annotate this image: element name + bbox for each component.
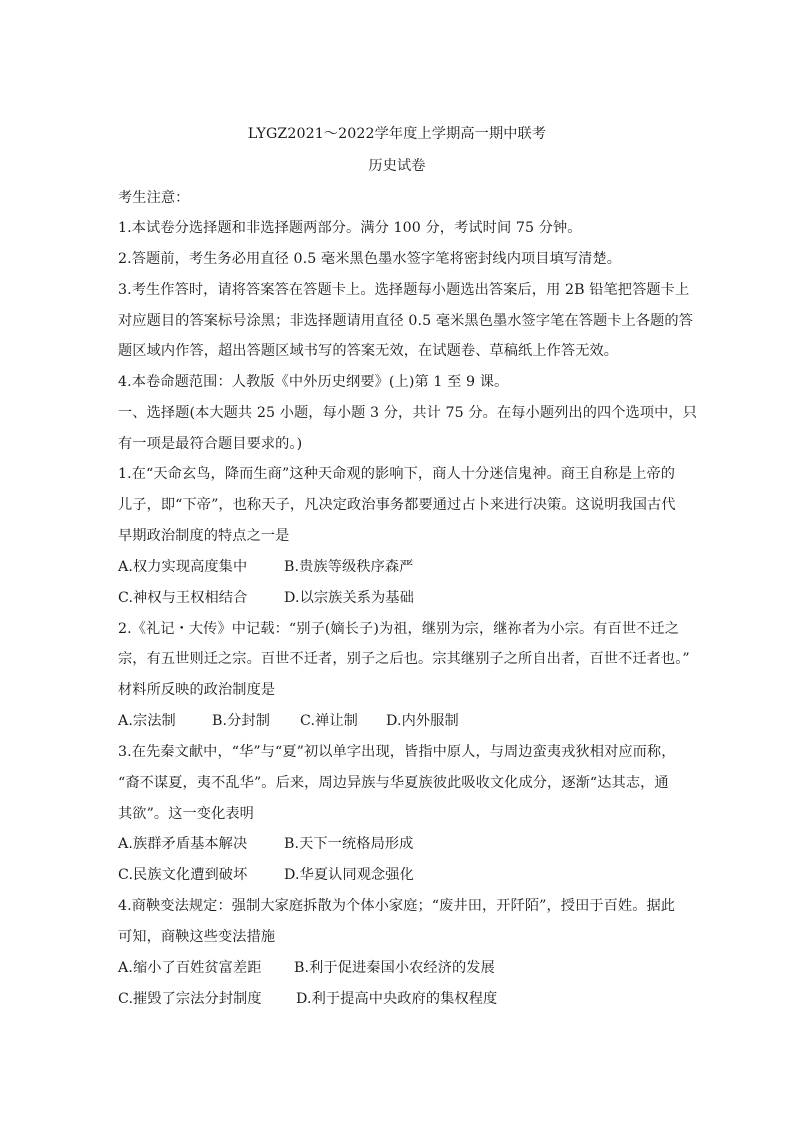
section-1-instructions-line-1: 一、选择题(本大题共 25 小题，每小题 3 分，共计 75 分。在每小题列出的四个选项中，只 — [118, 405, 697, 421]
question-1-option-c: C.神权与王权相结合 — [118, 590, 248, 606]
question-3-line-1: 3.在先秦文献中，“华”与“夏”初以单字出现，皆指中原人，与周边蛮夷戎狄相对应而称， — [118, 744, 676, 760]
question-3-options-row-1 — [118, 834, 678, 854]
notice-item-1: 1.本试卷分选择题和非选择题两部分。满分 100 分，考试时间 75 分钟。 — [118, 220, 582, 236]
question-4-option-b: B.利于促进秦国小农经济的发展 — [294, 960, 495, 976]
question-1-option-a: A.权力实现高度集中 — [118, 559, 248, 575]
exam-subtitle: 历史试卷 — [368, 158, 426, 174]
notice-heading: 考生注意： — [118, 190, 190, 206]
question-1-line-2: 儿子，即“下帝”，也称天子，凡决定政治事务都要通过占卜来进行决策。这说明我国古代 — [118, 497, 676, 513]
exam-title: LYGZ2021～2022学年度上学期高一期中联考 — [247, 126, 547, 142]
notice-item-3-line-1: 3.考生作答时，请将答案答在答题卡上。选择题每小题选出答案后，用 2B 铅笔把答题卡上 — [118, 282, 690, 298]
question-3-option-a: A.族群矛盾基本解决 — [118, 836, 248, 852]
question-2-option-a: A.宗法制 — [118, 713, 176, 729]
question-3-option-b: B.天下一统格局形成 — [284, 836, 414, 852]
question-2-line-2: 宗，有五世则迁之宗。百世不迁者，别子之后也。宗其继别子之所自出者，百世不迁者也。” — [118, 651, 690, 667]
notice-item-3-line-2: 对应题目的答案标号涂黑；非选择题请用直径 0.5 毫米黑色墨水签字笔在答题卡上各题的答 — [118, 313, 694, 329]
question-4-line-1: 4.商鞅变法规定：强制大家庭拆散为个体小家庭；“废井田，开阡陌”，授田于百姓。据此 — [118, 898, 676, 914]
question-4-options-row-1 — [118, 958, 678, 978]
notice-item-2: 2.答题前，考生务必用直径 0.5 毫米黑色墨水签字笔将密封线内项目填写清楚。 — [118, 251, 622, 267]
question-1-options-row-1 — [118, 557, 678, 577]
section-1-instructions-line-2: 有一项是最符合题目要求的。) — [118, 436, 303, 452]
question-4-line-2: 可知，商鞅这些变法措施 — [118, 929, 276, 945]
question-2-option-c: C.禅让制 — [300, 713, 358, 729]
question-1-line-1: 1.在“天命玄鸟，降而生商”这种天命观的影响下，商人十分迷信鬼神。商王自称是上帝的 — [118, 466, 676, 482]
question-4-option-a: A.缩小了百姓贫富差距 — [118, 960, 262, 976]
question-3-option-d: D.华夏认同观念强化 — [284, 867, 414, 883]
notice-item-4: 4.本卷命题范围：人教版《中外历史纲要》(上)第 1 至 9 课。 — [118, 374, 509, 390]
question-3-option-c: C.民族文化遭到破坏 — [118, 867, 248, 883]
question-1-line-3: 早期政治制度的特点之一是 — [118, 528, 290, 544]
question-4-option-d: D.利于提高中央政府的集权程度 — [296, 991, 498, 1007]
question-2-line-1: 2.《礼记・大传》中记载：“别子(嫡长子)为祖，继别为宗，继祢者为小宗。有百世不迁之 — [118, 621, 679, 637]
question-3-options-row-2 — [118, 865, 678, 885]
question-2-options-row — [118, 711, 678, 731]
question-1-options-row-2 — [118, 588, 678, 608]
question-2-option-d: D.内外服制 — [386, 713, 459, 729]
question-4-options-row-2 — [118, 989, 678, 1009]
question-1-option-d: D.以宗族关系为基础 — [284, 590, 414, 606]
question-2-option-b: B.分封制 — [212, 713, 270, 729]
question-4-option-c: C.摧毁了宗法分封制度 — [118, 991, 262, 1007]
notice-item-3-line-3: 题区域内作答，超出答题区域书写的答案无效，在试题卷、草稿纸上作答无效。 — [118, 343, 619, 359]
question-3-line-3: 其欲”。这一变化表明 — [118, 806, 254, 822]
question-2-line-3: 材料所反映的政治制度是 — [118, 682, 276, 698]
question-1-option-b: B.贵族等级秩序森严 — [284, 559, 414, 575]
question-3-line-2: “裔不谋夏，夷不乱华”。后来，周边异族与华夏族彼此吸收文化成分，逐渐“达其志，通 — [118, 775, 669, 791]
